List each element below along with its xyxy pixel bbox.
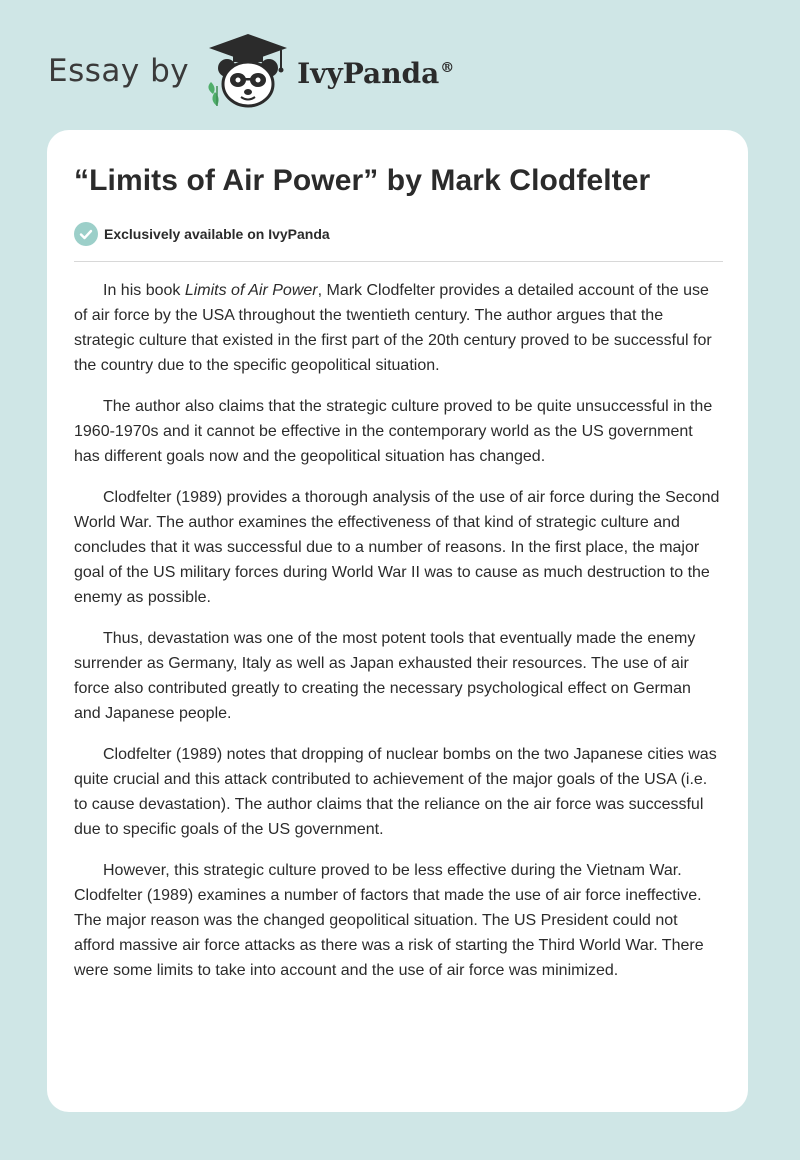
paragraph	[74, 858, 722, 983]
paragraph-text: Clodfelter (1989) notes that dropping of nuclear bombs on the two Japanese cities was quite crucial and this attack contributed to achievement of the major goals of the USA (i.e. to cause devastation). The author claims that the reliance on the air force was successful due to specific goals of the US government.	[74, 746, 717, 838]
paragraph	[74, 742, 722, 842]
title-divider	[74, 261, 723, 262]
essay-body	[74, 278, 722, 999]
paragraph-text: However, this strategic culture proved to be less effective during the Vietnam War. Clodfelter (1989) examines a number of factors that made the use of air force ineffective. The major reason was the changed geopolitical situation. The US President could not afford massive air force attacks as there was a risk of starting the Third World War. There were some limits to take into account and the use of air force was minimized.	[74, 862, 704, 979]
paragraph-text: Clodfelter (1989) provides a thorough analysis of the use of air force during the Second World War. The author examines the effectiveness of that kind of strategic culture and concludes that it was successful due to a number of reasons. In the first place, the major goal of the US military forces during World War II was to cause as much destruction to the enemy as possible.	[74, 489, 720, 606]
registered-mark: ®	[440, 60, 455, 77]
page-title: “Limits of Air Power” by Mark Clodfelter	[74, 164, 651, 197]
brand-name-text: IvyPanda	[297, 56, 440, 90]
book-title-emphasis: Limits of Air Power	[184, 282, 318, 299]
essay-by-label: Essay by	[48, 53, 190, 89]
paragraph	[74, 278, 722, 378]
brand-name	[297, 57, 454, 90]
paragraph-text: Thus, devastation was one of the most potent tools that eventually made the enemy surrender as Germany, Italy as well as Japan exhausted their resources. The use of air force also contributed greatly to creating the necessary psychological effect on German and Japanese people.	[74, 630, 696, 722]
exclusive-badge	[74, 222, 330, 246]
paragraph-text: The author also claims that the strategic culture proved to be quite unsuccessful in the 1960-1970s and it cannot be effective in the contemporary world as the US government has different goals now and the geopolitical situation has changed.	[74, 398, 713, 465]
check-circle-icon	[74, 222, 98, 246]
paragraph	[74, 394, 722, 469]
brand-header	[48, 30, 454, 110]
paragraph	[74, 626, 722, 726]
essay-card	[47, 130, 748, 1112]
exclusive-label: Exclusively available on IvyPanda	[104, 226, 330, 242]
paragraph-text: In his book	[103, 282, 185, 299]
paragraph-text: , Mark Clodfelter provides a detailed account of the use of air force by the USA throughout the twentieth century. The author argues that the strategic culture that existed in the first part of the 20th century proved to be successful for the country due to the specific geopolitical situation.	[74, 282, 712, 374]
panda-graduate-logo-icon	[203, 30, 293, 110]
paragraph	[74, 485, 722, 610]
